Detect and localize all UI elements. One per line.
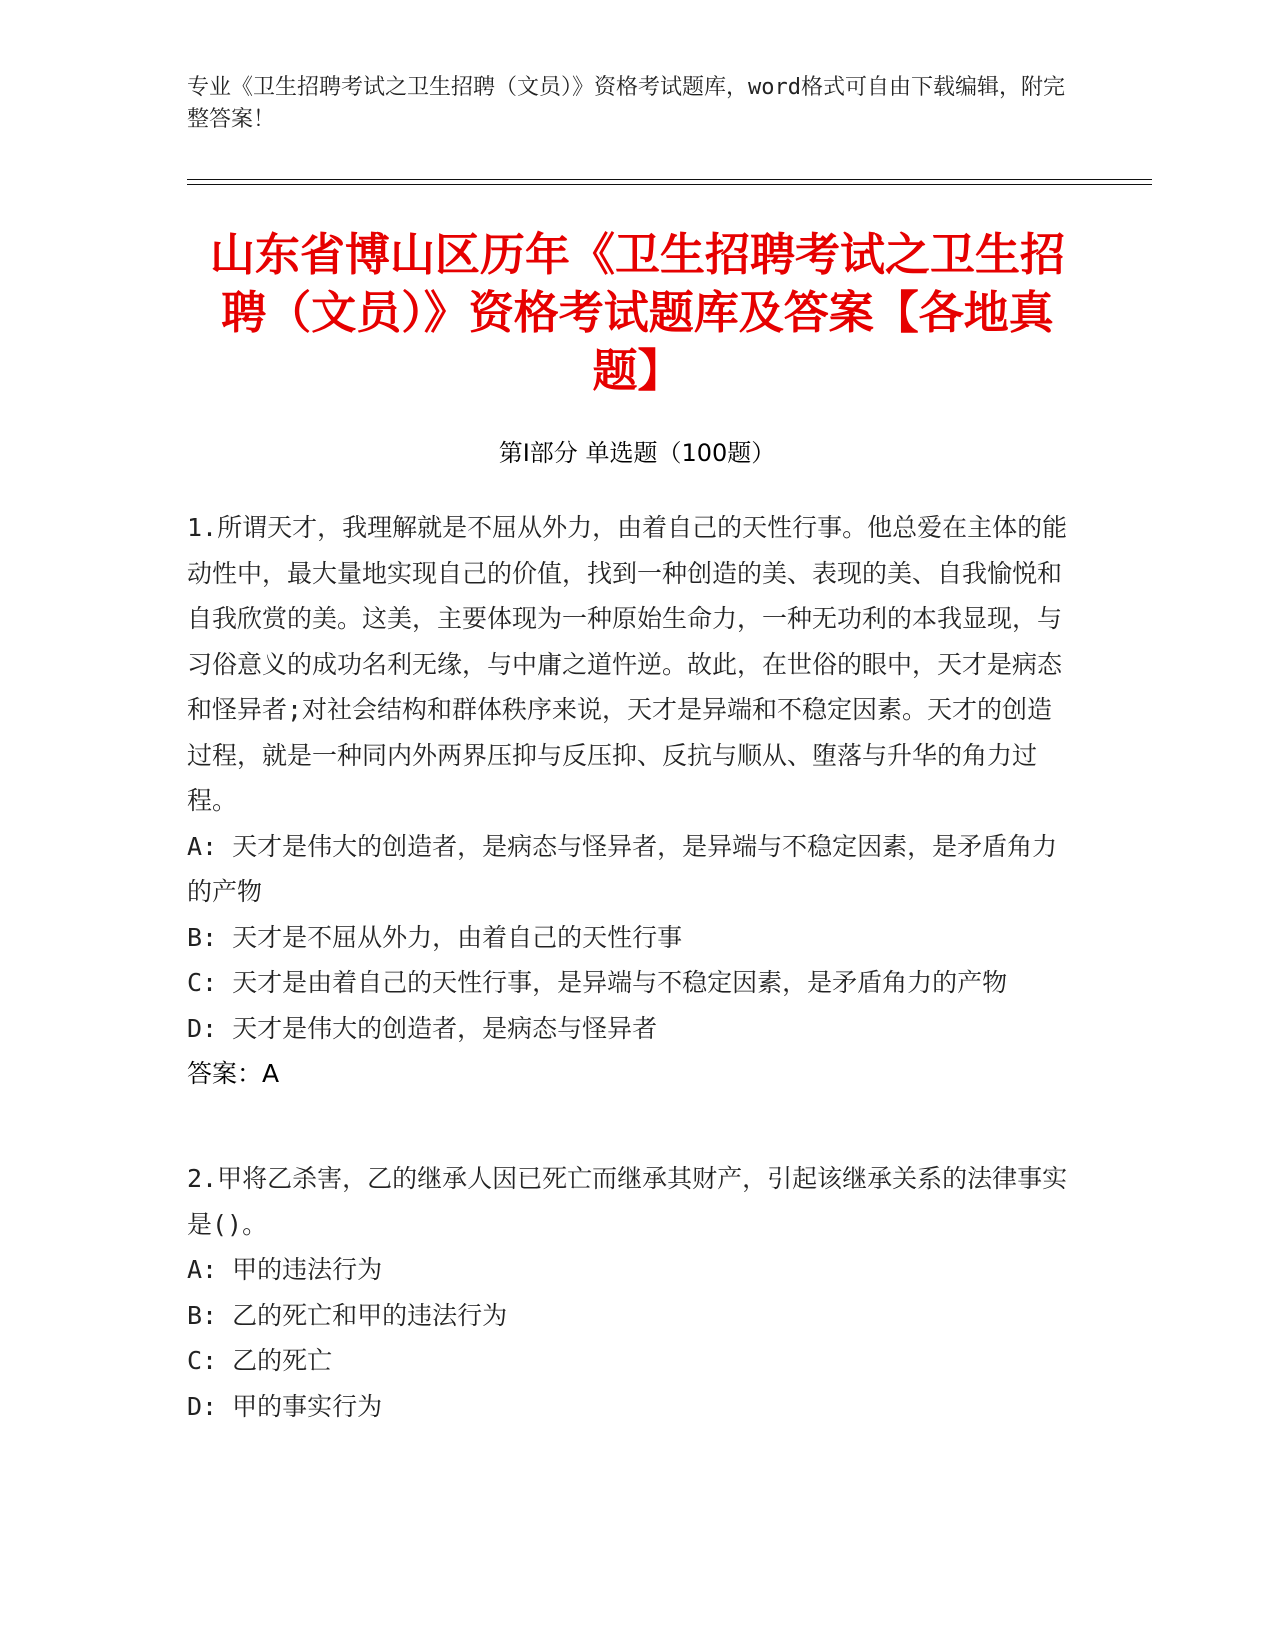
header-divider-bottom	[187, 184, 1152, 185]
header-note: 专业《卫生招聘考试之卫生招聘（文员）》资格考试题库，word格式可自由下载编辑，附完整答案！	[187, 75, 1065, 132]
option-text: 乙的死亡和甲的违法行为	[232, 1300, 508, 1330]
answer-line	[187, 1051, 1077, 1097]
option-text: 天才是不屈从外力，由着自己的天性行事	[232, 922, 683, 952]
section-title: 第Ⅰ部分 单选题（100题）	[498, 439, 776, 467]
question-stem	[187, 505, 1077, 824]
option-c	[187, 1338, 1077, 1384]
option-text: 天才是伟大的创造者，是病态与怪异者	[232, 1013, 658, 1043]
option-label: B:	[187, 1300, 218, 1330]
question-1	[187, 505, 1077, 1097]
option-label: D:	[187, 1013, 218, 1043]
answer-value: A	[262, 1059, 280, 1088]
option-label: A:	[187, 1255, 218, 1284]
answer-label: 答案：	[187, 1059, 263, 1088]
option-label: C:	[187, 968, 218, 997]
option-b	[187, 915, 1077, 961]
option-d	[187, 1006, 1077, 1052]
option-label: D:	[187, 1391, 218, 1421]
option-d	[187, 1384, 1077, 1430]
question-text: 甲将乙杀害，乙的继承人因已死亡而继承其财产，引起该继承关系的法律事实是()。	[187, 1164, 1068, 1239]
question-number: 1.	[187, 513, 218, 542]
question-number: 2.	[187, 1164, 218, 1193]
option-label: A:	[187, 831, 218, 861]
option-text: 天才是由着自己的天性行事，是异端与不稳定因素，是矛盾角力的产物	[232, 968, 1008, 997]
option-a	[187, 1247, 1077, 1293]
option-label: C:	[187, 1346, 218, 1375]
option-b	[187, 1293, 1077, 1339]
option-a	[187, 824, 1077, 915]
question-stem	[187, 1156, 1077, 1247]
question-2	[187, 1156, 1077, 1429]
option-text: 甲的违法行为	[232, 1255, 383, 1284]
document-title: 山东省博山区历年《卫生招聘考试之卫生招聘（文员）》资格考试题库及答案【各地真题】	[209, 228, 1065, 397]
option-label: B:	[187, 922, 218, 952]
question-text: 所谓天才，我理解就是不屈从外力，由着自己的天性行事。他总爱在主体的能动性中，最大量地实现自己的价值，找到一种创造的美、表现的美、自我愉悦和自我欣赏的美。这美，主要体现为一种原始生命力，一种无功利的本我显现，与习俗意义的成功名利无缘，与中庸之道忤逆。故此，在世俗的眼中，天才是病态和怪异者;对社会结构和群体秩序来说，天才是异端和不稳定因素。天才的创造过程，就是一种同内外两界压抑与反压抑、反抗与顺从、堕落与升华的角力过程。	[187, 513, 1068, 815]
option-c	[187, 960, 1077, 1006]
header-divider-top	[187, 179, 1152, 180]
option-text: 天才是伟大的创造者，是病态与怪异者，是异端与不稳定因素，是矛盾角力的产物	[187, 831, 1058, 906]
option-text: 乙的死亡	[232, 1346, 333, 1375]
option-text: 甲的事实行为	[232, 1391, 383, 1421]
